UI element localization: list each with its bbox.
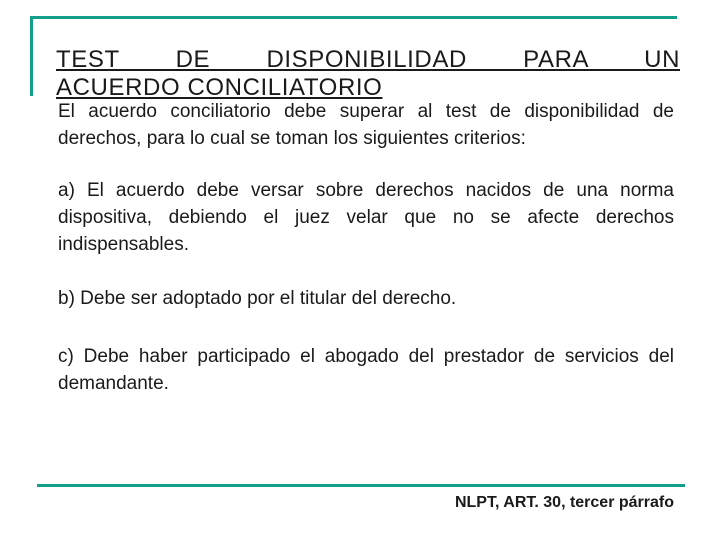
slide-title-line-1: TEST DE DISPONIBILIDAD PARA UN <box>56 46 680 73</box>
intro-paragraph: El acuerdo conciliatorio debe superar al test de disponibilidad de derechos, para lo cual se toman los siguientes criterios: <box>58 101 674 149</box>
source-citation: NLPT, ART. 30, tercer párrafo <box>454 494 674 511</box>
criterion-b: b) Debe ser adoptado por el titular del derecho. <box>58 288 457 309</box>
frame-left-rule <box>30 16 33 96</box>
criterion-a: a) El acuerdo debe versar sobre derechos nacidos de una norma dispositiva, debiendo el juez velar que no se afecte derechos indispensables. <box>58 180 674 255</box>
slide-title-line-2: ACUERDO CONCILIATORIO <box>56 74 383 101</box>
frame-top-rule <box>30 16 677 19</box>
criterion-c: c) Debe haber participado el abogado del prestador de servicios del demandante. <box>58 346 674 394</box>
footer-rule <box>37 484 685 487</box>
